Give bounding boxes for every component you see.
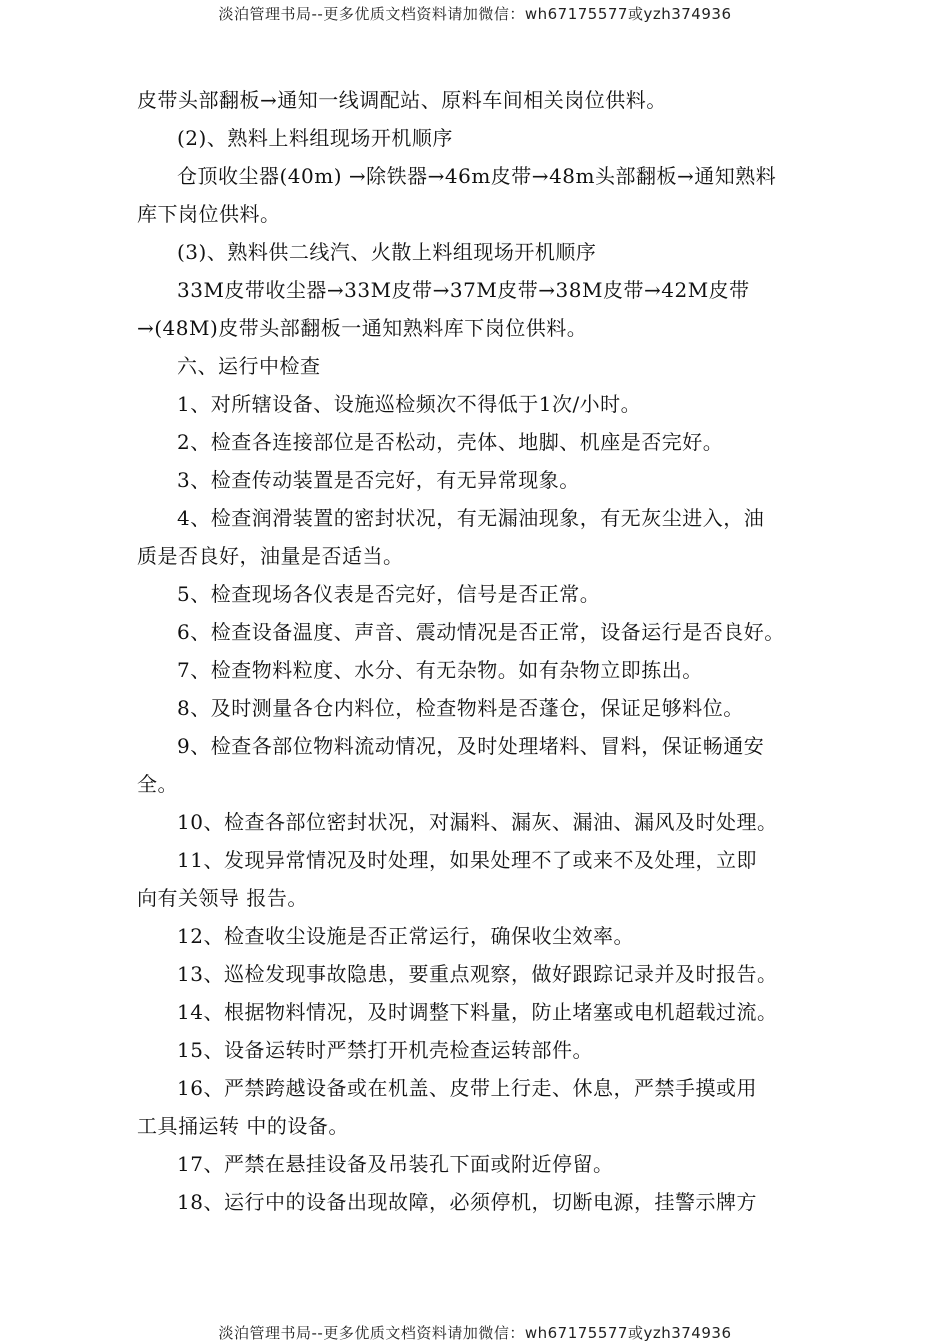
paragraph-line: 12、检查收尘设施是否正常运行，确保收尘效率。 (177, 924, 634, 948)
paragraph-line: 33M皮带收尘器→33M皮带→37M皮带→38M皮带→42M皮带 (177, 278, 750, 302)
paragraph-line: →(48M)皮带头部翻板一通知熟料库下岗位供料。 (137, 316, 588, 340)
paragraph-line: 15、设备运转时严禁打开机壳检查运转部件。 (177, 1038, 593, 1062)
paragraph-line: 9、检查各部位物料流动情况，及时处理堵料、冒料，保证畅通安 (177, 734, 765, 758)
paragraph-line: (2)、熟料上料组现场开机顺序 (177, 126, 453, 150)
paragraph-line: 库下岗位供料。 (137, 202, 281, 226)
paragraph-line: 向有关领导 报告。 (137, 886, 308, 910)
section-heading: 六、运行中检查 (177, 354, 321, 378)
paragraph-line: 13、巡检发现事故隐患，要重点观察，做好跟踪记录并及时报告。 (177, 962, 778, 986)
paragraph-line: 4、检查润滑装置的密封状况，有无漏油现象，有无灰尘进入，油 (177, 506, 765, 530)
paragraph-line: 6、检查设备温度、声音、震动情况是否正常，设备运行是否良好。 (177, 620, 785, 644)
paragraph-line: 8、及时测量各仓内料位，检查物料是否蓬仓，保证足够料位。 (177, 696, 744, 720)
paragraph-line: 工具捅运转 中的设备。 (137, 1114, 349, 1138)
paragraph-line: 10、检查各部位密封状况，对漏料、漏灰、漏油、漏风及时处理。 (177, 810, 778, 834)
paragraph-line: 皮带头部翻板→通知一线调配站、原料车间相关岗位供料。 (137, 88, 667, 112)
paragraph-line: 全。 (137, 772, 178, 796)
page-footer-watermark: 淡泊管理书局--更多优质文档资料请加微信：wh67175577或yzh374936 (218, 1324, 732, 1342)
paragraph-line: 1、对所辖设备、设施巡检频次不得低于1次/小时。 (177, 392, 642, 416)
paragraph-line: (3)、熟料供二线汽、火散上料组现场开机顺序 (177, 240, 597, 264)
paragraph-line: 17、严禁在悬挂设备及吊装孔下面或附近停留。 (177, 1152, 614, 1176)
page-header-watermark: 淡泊管理书局--更多优质文档资料请加微信：wh67175577或yzh374936 (218, 5, 732, 23)
paragraph-line: 3、检查传动装置是否完好，有无异常现象。 (177, 468, 580, 492)
paragraph-line: 14、根据物料情况，及时调整下料量，防止堵塞或电机超载过流。 (177, 1000, 778, 1024)
paragraph-line: 16、严禁跨越设备或在机盖、皮带上行走、休息，严禁手摸或用 (177, 1076, 757, 1100)
paragraph-line: 5、检查现场各仪表是否完好，信号是否正常。 (177, 582, 601, 606)
paragraph-line: 7、检查物料粒度、水分、有无杂物。如有杂物立即拣出。 (177, 658, 703, 682)
paragraph-line: 18、运行中的设备出现故障，必须停机，切断电源，挂警示牌方 (177, 1190, 757, 1214)
paragraph-line: 仓顶收尘器(40m) →除铁器→46m皮带→48m头部翻板→通知熟料 (177, 164, 777, 188)
paragraph-line: 11、发现异常情况及时处理，如果处理不了或来不及处理，立即 (177, 848, 757, 872)
paragraph-line: 质是否良好，油量是否适当。 (137, 544, 404, 568)
paragraph-line: 2、检查各连接部位是否松动，壳体、地脚、机座是否完好。 (177, 430, 724, 454)
